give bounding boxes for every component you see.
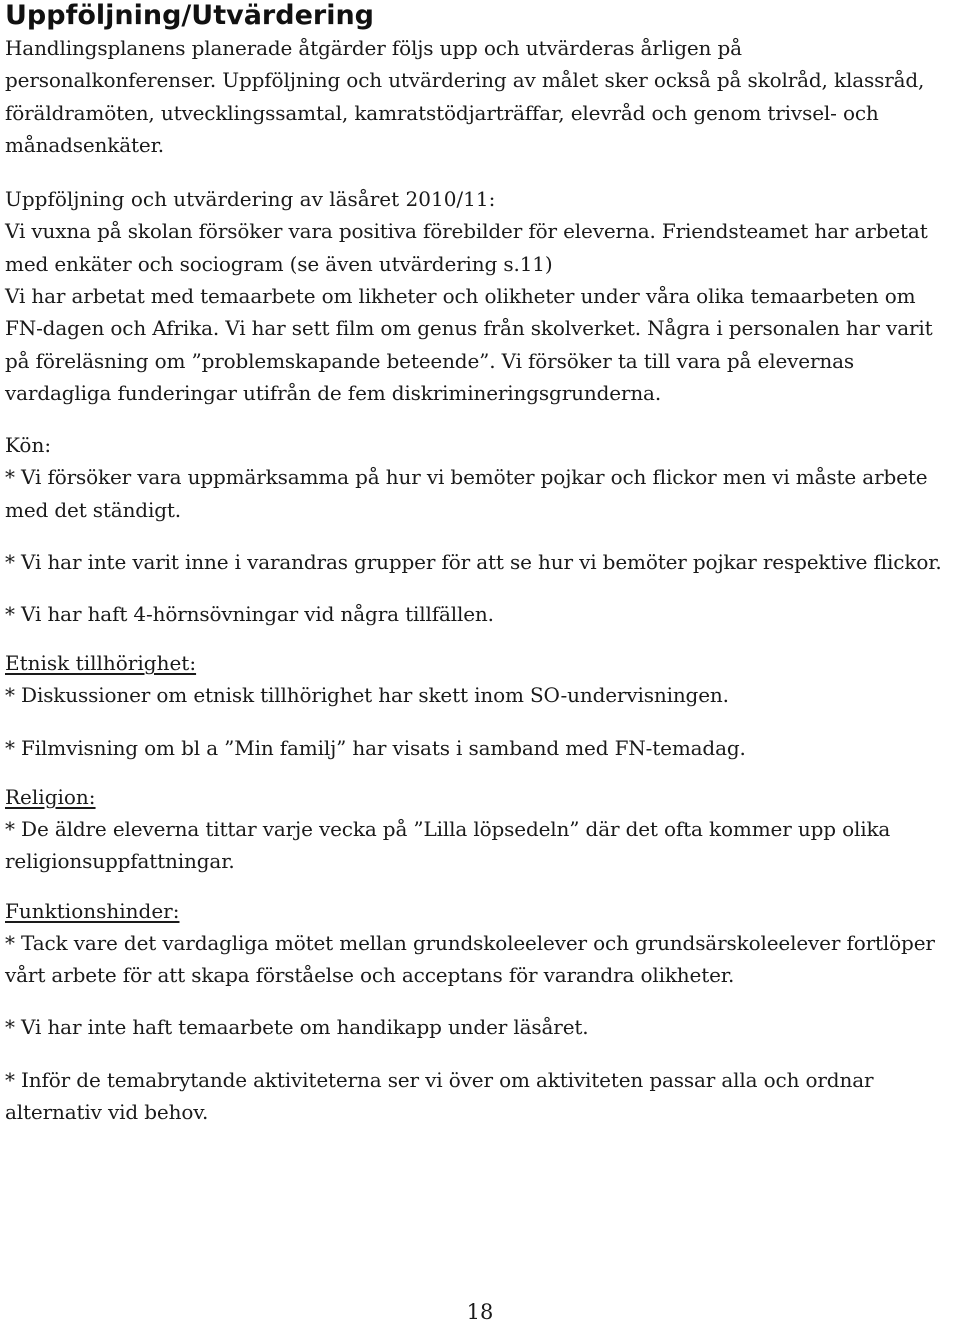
list-item: * Vi har inte varit inne i varandras grupper för att se hur vi bemöter pojkar respektive flickor. [5, 549, 942, 574]
page-title: Uppföljning/Utvärdering [5, 0, 374, 31]
section-title-funktion [5, 895, 956, 927]
list-item: * Vi försöker vara uppmärksamma på hur vi bemöter pojkar och flickor men vi måste arbete med det ständigt. [5, 465, 928, 522]
section-title-etnisk-text: Etnisk tillhörighet: [5, 651, 197, 676]
followup-paragraph-2: Vi har arbetat med temaarbete om likheter och olikheter under våra olika temaarbeten om FN-dagen och Afrika. Vi har sett film om genus från skolverket. Några i personalen har varit på föreläsning om ”problemskapande beteende”. Vi försöker ta till vara på elevernas vardagliga funderingar utifrån de fem diskrimineringsgrunderna. [5, 284, 933, 405]
section-etnisk [5, 647, 956, 764]
list-item: * Diskussioner om etnisk tillhörighet har skett inom SO-undervisningen. [5, 683, 729, 708]
section-title-etnisk [5, 647, 956, 679]
page-number: 18 [466, 1300, 494, 1324]
followup-title: Uppföljning och utvärdering av läsåret 2010/11: [5, 187, 496, 212]
section-title-funktion-text: Funktionshinder: [5, 898, 180, 923]
list-item: * Tack vare det vardagliga mötet mellan grundskoleelever och grundsärskoleelever fortlöper vårt arbete för att skapa förståelse och acceptans för varandra olikheter. [5, 930, 935, 987]
followup-section [5, 183, 956, 409]
list-item: * Vi har inte haft temaarbete om handikapp under läsåret. [5, 1015, 589, 1040]
list-item: * Inför de temabrytande aktiviteterna ser vi över om aktiviteten passar alla och ordnar alternativ vid behov. [5, 1067, 874, 1124]
section-title-religion-text: Religion: [5, 785, 96, 810]
list-item: * De äldre eleverna tittar varje vecka på ”Lilla löpsedeln” där det ofta kommer upp olika religionsuppfattningar. [5, 817, 891, 874]
section-kon [5, 429, 956, 630]
section-religion [5, 781, 956, 878]
intro-paragraph: Handlingsplanens planerade åtgärder följs upp och utvärderas årligen på personalkonferenser. Uppföljning och utvärdering av målet sker också på skolråd, klassråd, föräldramöten, utvecklingssamtal, kamratstödjarträffar, elevråd och genom trivsel- och månadsenkäter. [5, 36, 925, 157]
section-funktion [5, 895, 956, 1128]
list-item: * Vi har haft 4-hörnsövningar vid några tillfällen. [5, 602, 494, 627]
list-item: * Filmvisning om bl a ”Min familj” har visats i samband med FN-temadag. [5, 735, 746, 760]
section-title-kon: Kön: [5, 433, 52, 458]
followup-paragraph-1: Vi vuxna på skolan försöker vara positiva förebilder för eleverna. Friendsteamet har arbetat med enkäter och sociogram (se även utvärdering s.11) [5, 219, 928, 276]
section-title-religion [5, 781, 956, 813]
